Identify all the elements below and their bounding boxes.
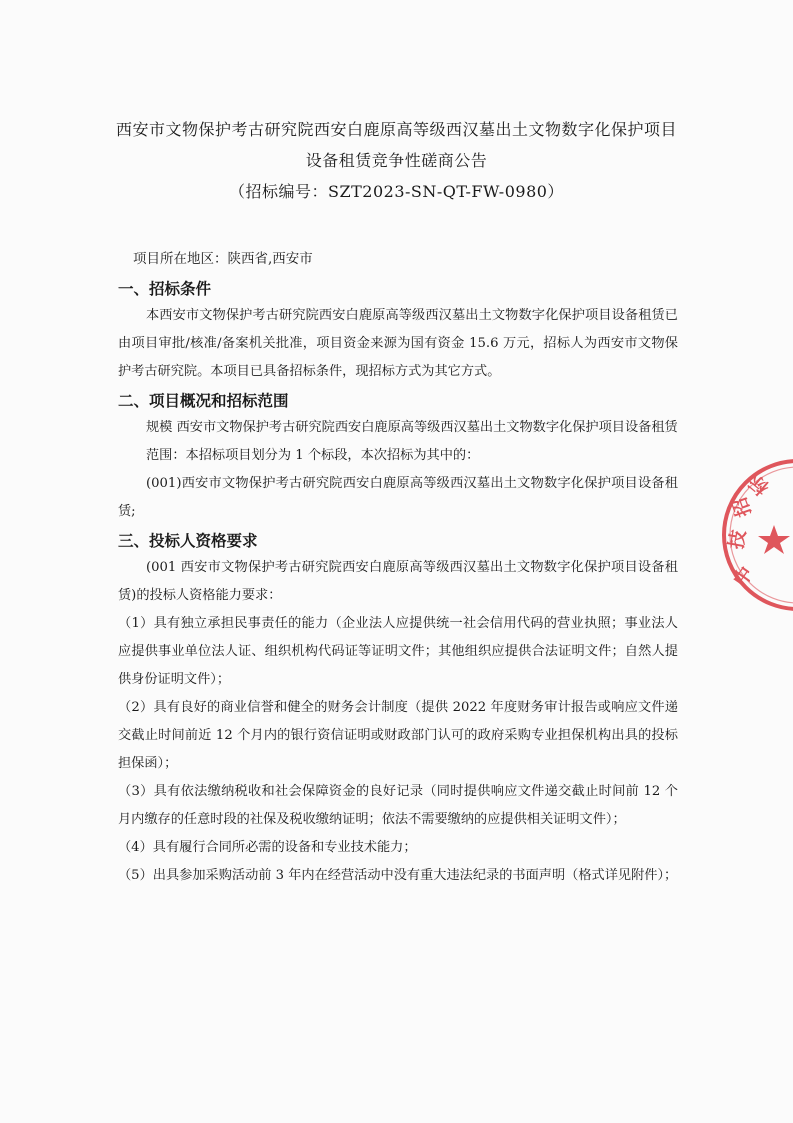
paragraph: (001)西安市文物保护考古研究院西安白鹿原高等级西汉墓出土文物数字化保护项目设备租赁; [118,476,678,519]
title-line-3: （招标编号：SZT2023-SN-QT-FW-0980） [229,182,564,201]
project-region: 项目所在地区：陕西省,西安市 [133,251,313,267]
paragraph: 规模 西安市文物保护考古研究院西安白鹿原高等级西汉墓出土文物数字化保护项目设备租赁 [146,420,678,435]
list-item: （4）具有履行合同所必需的设备和专业技术能力； [118,840,417,855]
section-heading: 一、招标条件 [118,279,212,298]
title-line-1: 西安市文物保护考古研究院西安白鹿原高等级西汉墓出土文物数字化保护项目 [115,120,677,139]
document-body [118,276,678,892]
svg-text:标: 标 [744,469,774,500]
document-title [0,114,793,207]
section-bidder-qualifications [118,528,678,890]
section-heading: 三、投标人资格要求 [118,531,258,550]
section-bid-conditions [118,276,678,386]
paragraph: (001 西安市文物保护考古研究院西安白鹿原高等级西汉墓出土文物数字化保护项目设备租赁)的投标人资格能力要求： [118,560,678,603]
title-line-2: 设备租赁竞争性磋商公告 [305,151,488,170]
list-item: （5）出具参加采购活动前 3 年内在经营活动中没有重大违法纪录的书面声明（格式详见附件）； [118,868,678,883]
paragraph: 范围：本招标项目划分为 1 个标段，本次招标为其中的： [146,448,480,463]
section-project-overview [118,388,678,526]
seal-stamp-icon [712,450,793,620]
official-seal-stamp [712,450,793,620]
svg-text:中: 中 [729,562,759,591]
section-heading: 二、项目概况和招标范围 [118,391,289,410]
svg-text:技: 技 [725,528,751,551]
paragraph: 本西安市文物保护考古研究院西安白鹿原高等级西汉墓出土文物数字化保护项目设备租赁已由项目审批/核准/备案机关批准，项目资金来源为国有资金 15.6 万元，招标人为西安市文物保护考古研究院。本项目已具备招标条件，现招标方式为其它方式。 [118,308,678,379]
list-item: （1）具有独立承担民事责任的能力（企业法人应提供统一社会信用代码的营业执照；事业法人应提供事业单位法人证、组织机构代码证等证明文件；其他组织应提供合法证明文件；自然人提供身份证明文件）； [118,616,678,687]
list-item: （3）具有依法缴纳税收和社会保障资金的良好记录（同时提供响应文件递交截止时间前 12 个月内缴存的任意时段的社保及税收缴纳证明；依法不需要缴纳的应提供相关证明文件）； [118,784,678,827]
list-item: （2）具有良好的商业信誉和健全的财务会计制度（提供 2022 年度财务审计报告或响应文件递交截止时间前近 12 个月内的银行资信证明或财政部门认可的政府采购专业担保机构出具的投标担保函）； [118,700,678,771]
svg-text:招: 招 [728,494,756,520]
